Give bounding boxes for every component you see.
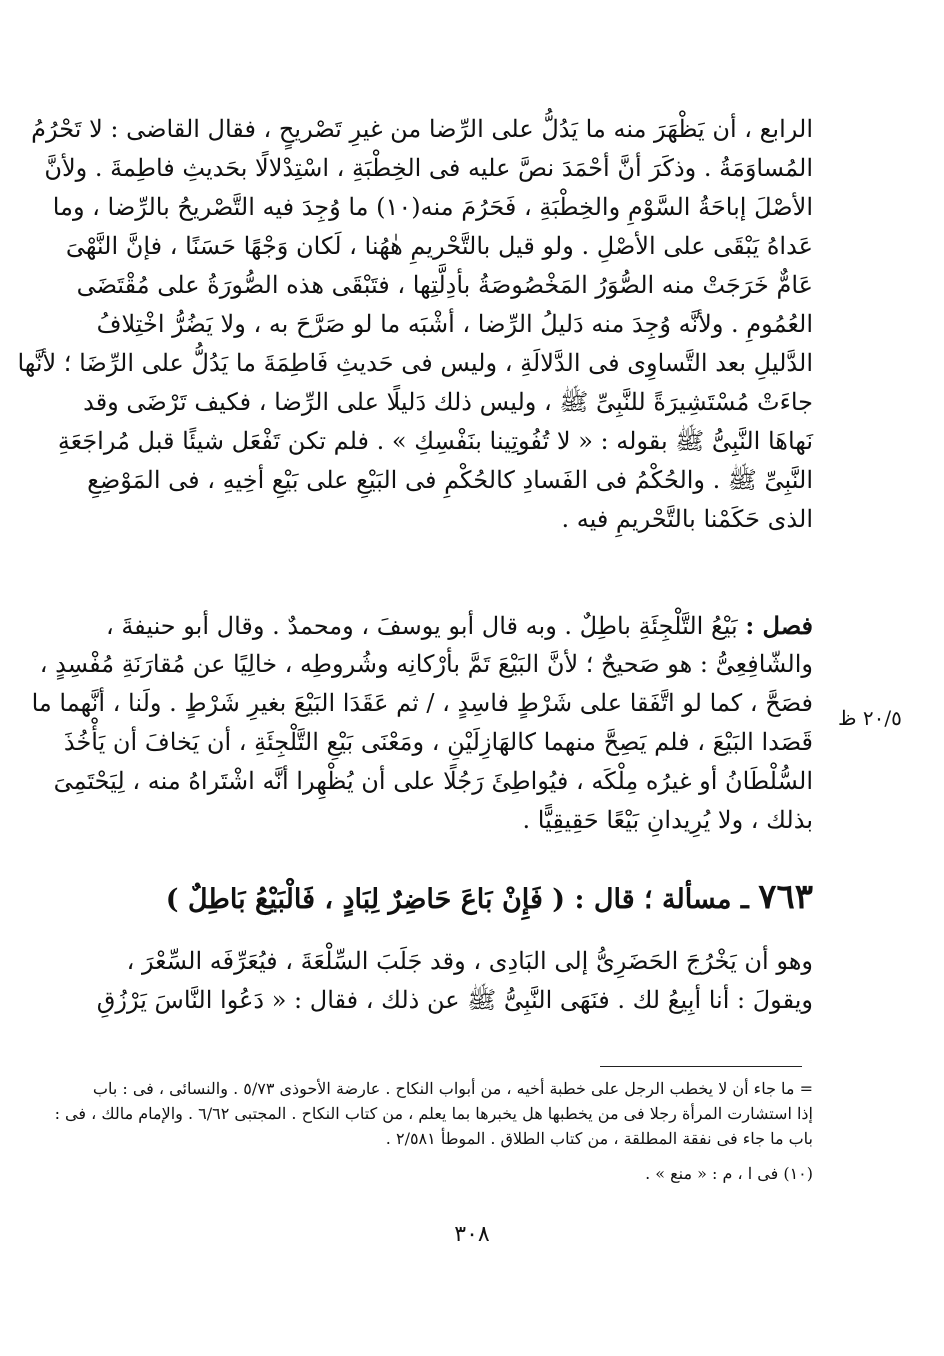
text-line: السُّلْطَانُ أو غيرُه مِلْكَه ، فيُواطِئَ رَجُلًا على أن يُظْهِرا أنَّه اشْتَراهُ منه ، لِيَحْتَمِىَ <box>53 767 813 795</box>
text-line: عَداهُ يَبْقَى على الأصْلِ . ولو قيل بالتَّحْريمِ هٰهُنا ، لَكان وَجْهًا حَسَنًا ، فإنَّ النَّهْىَ <box>65 232 813 260</box>
text-line: ويقولَ : أنا أبِيعُ لك . فنَهَى النَّبِىُّ ﷺ عن ذلك ، فقال : « دَعُوا النَّاسَ يَرْزُقِ <box>96 986 813 1014</box>
text-line: والشّافِعِىُّ : هو صَحيحٌ ؛ لأنَّ البَيْعَ تَمَّ بأرْكانِه وشُروطِه ، خالِيًا عن مُقارَنَةِ مُفْسِدٍ ، <box>39 650 813 678</box>
text-line: النَّبِىِّ ﷺ . والحُكْمُ فى الفَسادِ كالحُكْمِ فى البَيْعِ على بَيْعِ أخِيهِ ، فى المَوْضِعِ <box>87 466 813 494</box>
text-line: الذى حَكَمْنا بالتَّحْريمِ فيه . <box>561 505 813 533</box>
footnote-line: باب ما جاء فى نفقة المطلقة ، من كتاب الطلاق . الموطأ ٢/٥٨١ . <box>385 1129 813 1148</box>
text-line: فصَحَّ ، كما لو اتَّفَقا على شَرْطٍ فاسِدٍ ، / ثم عَقَدَا البَيْعَ بغيرِ شَرْطٍ . ولَنا ، أنَّهما ما <box>31 689 813 717</box>
masala-label: مسألة ؛ قال : <box>565 884 732 915</box>
text-line: الرابع ، أن يَظْهَرَ منه ما يَدُلُّ على الرِّضا من غيرِ تَصْريحٍ ، فقال القاضى : لا تَحْرُمُ <box>31 115 813 143</box>
text-line: الدَّليلِ بعد التَّساوِى فى الدَّلالَةِ ، وليس فى حَديثِ فَاطِمَةَ ما يَدُلُّ على الرِّضَا ؛ لأنَّها <box>17 349 813 377</box>
text-line: نَهاهَا النَّبِىُّ ﷺ بقوله : « لا تُفُوتِينا بنَفْسِكِ » . فلم تكن تَفْعَل شيئًا قبل مُراجَعَةِ <box>57 427 813 455</box>
section-label-fasl: فصل : <box>745 611 813 640</box>
paragraph-1 <box>17 110 813 539</box>
masala-heading <box>128 872 813 925</box>
text-line: عَامٌّ خَرَجَتْ منه الصُّوَرُ المَخْصُوصَةُ بأدِلَّتِها ، فتَبْقَى هذه الصُّورَةُ على مُقْتَضَى <box>76 271 813 299</box>
masala-text: ( فَإِنْ بَاعَ حَاضِرٌ لِبَادٍ ، فَالْبَيْعُ بَاطِلٌ ) <box>165 884 566 915</box>
footnote-10: (١٠) فى ا ، م : « منع » . <box>645 1164 813 1183</box>
text-line: جاءَتْ مُسْتَشِيرَةً للنَّبِىِّ ﷺ ، وليس ذلك دَليلًا على الرِّضا ، فكيف تَرْضَى وقد <box>83 388 813 416</box>
page-number: ٣٠٨ <box>454 1222 490 1247</box>
text-line: بذلك ، ولا يُرِيدانِ بَيْعًا حَقِيقِيًّا . <box>522 806 813 834</box>
footnotes <box>54 1076 813 1186</box>
text-line: قَصَدا البَيْعَ ، فلم يَصِحَّ منهما كالهَازِلَيْنِ ، ومَعْنَى بَيْعِ التَّلْجِئَةِ ، أن يَخافَ أن يَأْخُذَ <box>63 728 813 756</box>
text-line: الأصْلَ إباحَةُ السَّوْمِ والخِطْبَةِ ، فَحَرُمَ منه(١٠) ما وُجِدَ فيه التَّصْريحُ بالرِّضا ، وما <box>52 193 813 221</box>
text-line <box>105 606 813 645</box>
text-span: بَيْعُ التَّلْجِئَةِ باطِلٌ . وبه قال أبو يوسفَ ، ومحمدٌ . وقال أبو حنيفةَ ، <box>105 612 738 640</box>
footnote-line: = ما جاء أن لا يخطب الرجل على خطبة أخيه ، من أبواب النكاح . عارضة الأحوذى ٥/٧٣ . والنسائى ، فى : باب <box>92 1079 813 1098</box>
text-line: المُساوَمَةُ . وذكَرَ أنَّ أحْمَدَ نصَّ عليه فى الخِطْبَةِ ، اسْتِدْلالًا بحَديثِ فاطِمةَ . ولأنَّ <box>44 154 813 182</box>
heading-dash: ـ <box>731 884 759 915</box>
text-line: وهو أن يَخْرُجَ الحَضَرِىُّ إلى البَادِى ، وقد جَلَبَ السِّلْعَةَ ، فيُعَرِّفَه السِّعْرَ ، <box>126 947 813 975</box>
paragraph-3 <box>96 942 813 1020</box>
margin-folio-note: ٢٠/٥ ظ <box>838 706 902 730</box>
masala-number: ٧٦٣ <box>758 877 813 917</box>
footnote-line: إذا استشارت المرأة رجلا فى من يخطبها هل يخبرها بما يعلم ، من كتاب النكاح . المجتبى ٦/٦٢ . والإمام مالك ، فى : <box>54 1104 813 1123</box>
footnote-separator <box>600 1066 802 1067</box>
text-line: العُمُومِ . ولأنَّه وُجِدَ منه دَليلُ الرِّضا ، أشْبَه ما لو صَرَّحَ به ، ولا يَضُرُّ اخْتِلافُ <box>96 310 813 338</box>
paragraph-fasl <box>31 606 813 840</box>
